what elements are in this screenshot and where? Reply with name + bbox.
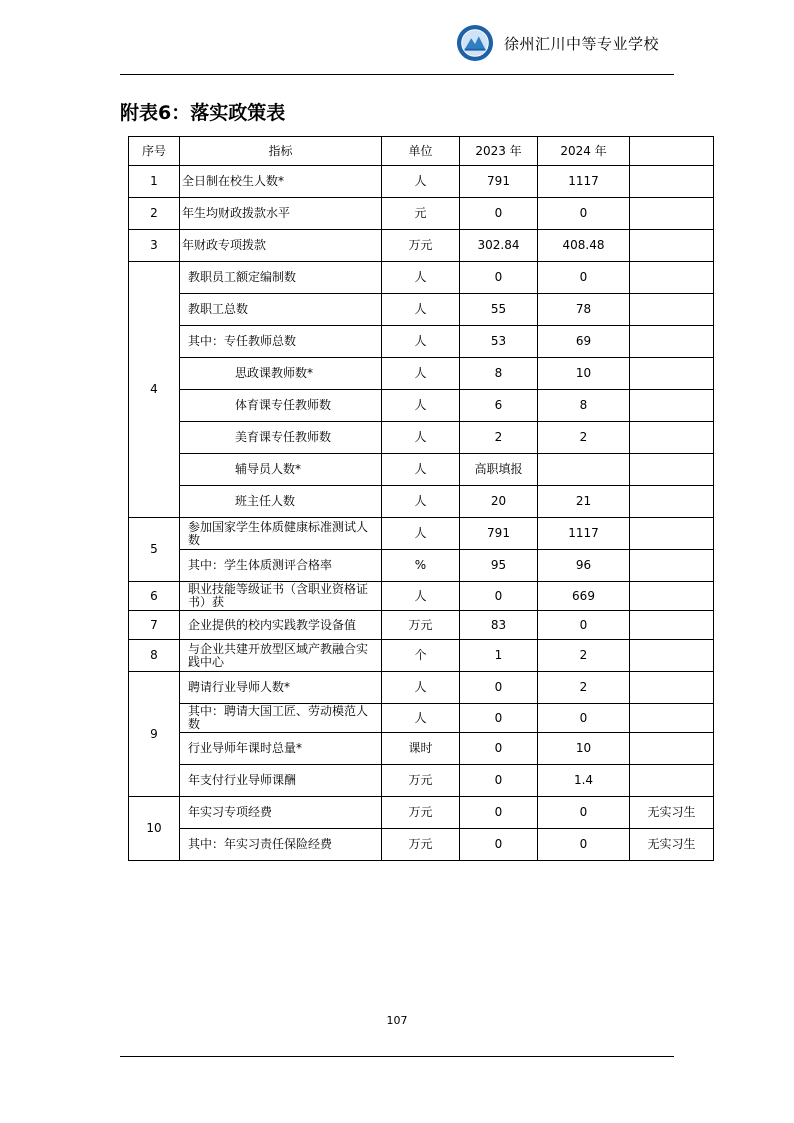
value-2023-cell: 53 xyxy=(460,326,538,358)
value-2023-cell: 83 xyxy=(460,611,538,640)
value-2024-cell: 96 xyxy=(538,550,630,582)
indicator-cell: 其中：学生体质测评合格率 xyxy=(180,550,382,582)
value-2024-cell: 69 xyxy=(538,326,630,358)
footer-divider xyxy=(120,1056,674,1057)
note-cell xyxy=(630,166,714,198)
indicator-cell: 辅导员人数* xyxy=(180,454,382,486)
table-row xyxy=(129,166,714,198)
indicator-cell: 全日制在校生人数* xyxy=(180,166,382,198)
unit-cell: 人 xyxy=(382,326,460,358)
unit-cell: 元 xyxy=(382,198,460,230)
table-row xyxy=(129,704,714,733)
value-2024-cell: 1117 xyxy=(538,166,630,198)
value-2023-cell: 0 xyxy=(460,672,538,704)
value-2024-cell: 8 xyxy=(538,390,630,422)
table-row xyxy=(129,582,714,611)
unit-cell: % xyxy=(382,550,460,582)
seq-cell: 3 xyxy=(129,230,180,262)
policy-table xyxy=(128,136,714,861)
table-row xyxy=(129,198,714,230)
table-row xyxy=(129,829,714,861)
unit-cell: 人 xyxy=(382,518,460,550)
indicator-cell: 与企业共建开放型区域产教融合实践中心 xyxy=(180,640,382,672)
table-row xyxy=(129,294,714,326)
value-2024-cell: 1.4 xyxy=(538,765,630,797)
table-row xyxy=(129,326,714,358)
indicator-cell: 美育课专任教师数 xyxy=(180,422,382,454)
note-cell xyxy=(630,550,714,582)
value-2024-cell: 0 xyxy=(538,262,630,294)
indicator-cell: 年实习专项经费 xyxy=(180,797,382,829)
table-row xyxy=(129,358,714,390)
note-cell: 无实习生 xyxy=(630,797,714,829)
value-2024-cell: 0 xyxy=(538,797,630,829)
value-2024-cell: 0 xyxy=(538,198,630,230)
value-2024-cell: 78 xyxy=(538,294,630,326)
value-2024-cell: 21 xyxy=(538,486,630,518)
note-cell xyxy=(630,486,714,518)
value-2023-cell: 0 xyxy=(460,582,538,611)
unit-cell: 人 xyxy=(382,422,460,454)
table-row xyxy=(129,230,714,262)
value-2023-cell: 0 xyxy=(460,733,538,765)
table-row xyxy=(129,611,714,640)
note-cell xyxy=(630,390,714,422)
value-2024-cell xyxy=(538,454,630,486)
unit-cell: 人 xyxy=(382,582,460,611)
header-indicator: 指标 xyxy=(180,137,382,166)
value-2024-cell: 2 xyxy=(538,640,630,672)
indicator-cell: 体育课专任教师数 xyxy=(180,390,382,422)
table-row xyxy=(129,486,714,518)
indicator-cell: 其中：专任教师总数 xyxy=(180,326,382,358)
indicator-cell: 年财政专项拨款 xyxy=(180,230,382,262)
value-2024-cell: 2 xyxy=(538,422,630,454)
table-row xyxy=(129,550,714,582)
unit-cell: 人 xyxy=(382,454,460,486)
seq-cell: 5 xyxy=(129,518,180,582)
value-2023-cell: 302.84 xyxy=(460,230,538,262)
header-unit: 单位 xyxy=(382,137,460,166)
note-cell xyxy=(630,640,714,672)
unit-cell: 人 xyxy=(382,166,460,198)
unit-cell: 人 xyxy=(382,704,460,733)
value-2023-cell: 20 xyxy=(460,486,538,518)
seq-cell: 2 xyxy=(129,198,180,230)
indicator-cell: 其中：聘请大国工匠、劳动模范人数 xyxy=(180,704,382,733)
value-2023-cell: 8 xyxy=(460,358,538,390)
school-emblem-icon xyxy=(456,24,494,62)
seq-cell: 9 xyxy=(129,672,180,797)
note-cell xyxy=(630,672,714,704)
indicator-cell: 其中：年实习责任保险经费 xyxy=(180,829,382,861)
unit-cell: 万元 xyxy=(382,797,460,829)
value-2023-cell: 0 xyxy=(460,262,538,294)
note-cell xyxy=(630,611,714,640)
value-2023-cell: 1 xyxy=(460,640,538,672)
note-cell xyxy=(630,358,714,390)
value-2024-cell: 10 xyxy=(538,733,630,765)
header-seq: 序号 xyxy=(129,137,180,166)
value-2023-cell: 791 xyxy=(460,518,538,550)
value-2024-cell: 669 xyxy=(538,582,630,611)
note-cell xyxy=(630,454,714,486)
indicator-cell: 教职工总数 xyxy=(180,294,382,326)
note-cell xyxy=(630,582,714,611)
page-number: 107 xyxy=(386,1014,408,1027)
table-row xyxy=(129,765,714,797)
seq-cell: 1 xyxy=(129,166,180,198)
value-2023-cell: 0 xyxy=(460,797,538,829)
seq-cell: 4 xyxy=(129,262,180,518)
table-header-row xyxy=(129,137,714,166)
value-2023-cell: 0 xyxy=(460,829,538,861)
value-2024-cell: 10 xyxy=(538,358,630,390)
value-2024-cell: 408.48 xyxy=(538,230,630,262)
unit-cell: 人 xyxy=(382,486,460,518)
school-name: 徐州汇川中等专业学校 xyxy=(504,35,660,53)
table-row xyxy=(129,422,714,454)
note-cell xyxy=(630,326,714,358)
table-row xyxy=(129,262,714,294)
value-2024-cell: 0 xyxy=(538,829,630,861)
indicator-cell: 年生均财政拨款水平 xyxy=(180,198,382,230)
table-row xyxy=(129,518,714,550)
unit-cell: 万元 xyxy=(382,230,460,262)
value-2024-cell: 0 xyxy=(538,704,630,733)
note-cell xyxy=(630,733,714,765)
header-note xyxy=(630,137,714,166)
value-2024-cell: 2 xyxy=(538,672,630,704)
note-cell: 无实习生 xyxy=(630,829,714,861)
indicator-cell: 年支付行业导师课酬 xyxy=(180,765,382,797)
header-2023: 2023 年 xyxy=(460,137,538,166)
indicator-cell: 教职员工额定编制数 xyxy=(180,262,382,294)
page-header xyxy=(120,20,674,75)
seq-cell: 6 xyxy=(129,582,180,611)
table-row xyxy=(129,672,714,704)
indicator-cell: 参加国家学生体质健康标准测试人数 xyxy=(180,518,382,550)
indicator-cell: 思政课教师数* xyxy=(180,358,382,390)
value-2023-cell: 95 xyxy=(460,550,538,582)
value-2023-cell: 0 xyxy=(460,198,538,230)
unit-cell: 课时 xyxy=(382,733,460,765)
unit-cell: 人 xyxy=(382,358,460,390)
indicator-cell: 班主任人数 xyxy=(180,486,382,518)
unit-cell: 人 xyxy=(382,262,460,294)
table-row xyxy=(129,733,714,765)
value-2023-cell: 高职填报 xyxy=(460,454,538,486)
note-cell xyxy=(630,262,714,294)
indicator-cell: 企业提供的校内实践教学设备值 xyxy=(180,611,382,640)
note-cell xyxy=(630,422,714,454)
header-2024: 2024 年 xyxy=(538,137,630,166)
unit-cell: 人 xyxy=(382,672,460,704)
note-cell xyxy=(630,765,714,797)
page-title: 附表6：落实政策表 xyxy=(120,102,286,124)
table-row xyxy=(129,797,714,829)
seq-cell: 10 xyxy=(129,797,180,861)
unit-cell: 万元 xyxy=(382,829,460,861)
value-2024-cell: 0 xyxy=(538,611,630,640)
indicator-cell: 行业导师年课时总量* xyxy=(180,733,382,765)
note-cell xyxy=(630,230,714,262)
note-cell xyxy=(630,294,714,326)
indicator-cell: 聘请行业导师人数* xyxy=(180,672,382,704)
unit-cell: 万元 xyxy=(382,611,460,640)
unit-cell: 人 xyxy=(382,390,460,422)
table-row xyxy=(129,454,714,486)
seq-cell: 7 xyxy=(129,611,180,640)
unit-cell: 个 xyxy=(382,640,460,672)
value-2023-cell: 791 xyxy=(460,166,538,198)
note-cell xyxy=(630,704,714,733)
table-row xyxy=(129,390,714,422)
value-2023-cell: 2 xyxy=(460,422,538,454)
note-cell xyxy=(630,518,714,550)
unit-cell: 人 xyxy=(382,294,460,326)
value-2024-cell: 1117 xyxy=(538,518,630,550)
value-2023-cell: 0 xyxy=(460,704,538,733)
indicator-cell: 职业技能等级证书（含职业资格证书）获 xyxy=(180,582,382,611)
table-row xyxy=(129,640,714,672)
unit-cell: 万元 xyxy=(382,765,460,797)
value-2023-cell: 55 xyxy=(460,294,538,326)
note-cell xyxy=(630,198,714,230)
value-2023-cell: 0 xyxy=(460,765,538,797)
value-2023-cell: 6 xyxy=(460,390,538,422)
seq-cell: 8 xyxy=(129,640,180,672)
